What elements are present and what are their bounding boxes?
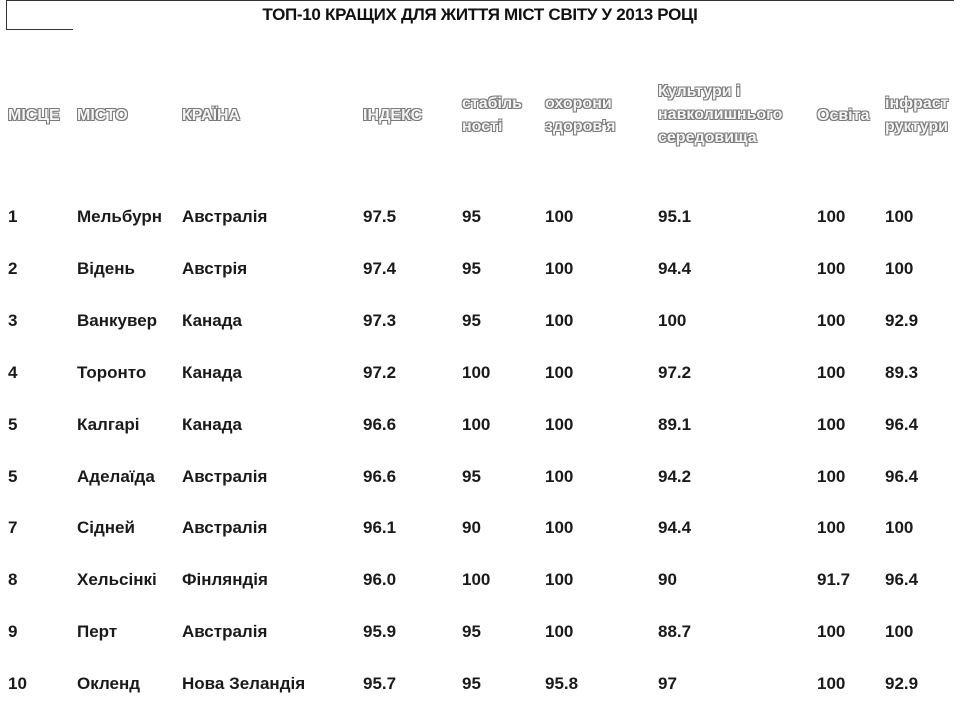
cell-country: Австралія bbox=[182, 467, 268, 486]
cell-culture: 100 bbox=[658, 311, 687, 330]
cell-city: Сідней bbox=[77, 518, 135, 537]
cell-education: 100 bbox=[817, 518, 846, 537]
cell-education: 100 bbox=[817, 674, 846, 693]
cell-stability: 95 bbox=[462, 259, 481, 278]
cell-index: 96.6 bbox=[363, 415, 397, 434]
cell-culture: 94.4 bbox=[658, 518, 692, 537]
cell-country: Австралія bbox=[182, 207, 268, 226]
header-stability: стабіль ності bbox=[462, 95, 522, 135]
cell-stability: 100 bbox=[462, 363, 491, 382]
cell-country: Австралія bbox=[182, 622, 268, 641]
cell-stability: 95 bbox=[462, 622, 481, 641]
header-city: МІСТО bbox=[77, 107, 128, 124]
header-place: МІСЦЕ bbox=[8, 107, 60, 124]
table-row bbox=[0, 518, 960, 548]
cell-education: 100 bbox=[817, 415, 846, 434]
cell-culture: 95.1 bbox=[658, 207, 692, 226]
header-culture: Культури і навколишнього середовища bbox=[658, 83, 783, 146]
cell-city: Торонто bbox=[77, 363, 147, 382]
cell-education: 100 bbox=[817, 622, 846, 641]
cell-index: 96.0 bbox=[363, 570, 397, 589]
cell-stability: 100 bbox=[462, 415, 491, 434]
cell-education: 100 bbox=[817, 207, 846, 226]
cell-infrastructure: 100 bbox=[885, 622, 914, 641]
cell-city: Ванкувер bbox=[77, 311, 158, 330]
cell-stability: 95 bbox=[462, 674, 481, 693]
cell-health: 100 bbox=[545, 415, 574, 434]
table-row bbox=[0, 311, 960, 341]
cell-country: Канада bbox=[182, 415, 243, 434]
cell-culture: 94.2 bbox=[658, 467, 692, 486]
page-title: ТОП-10 КРАЩИХ ДЛЯ ЖИТТЯ МІСТ СВІТУ У 2013 РОЦІ bbox=[262, 5, 698, 24]
cell-health: 100 bbox=[545, 518, 574, 537]
cell-culture: 97 bbox=[658, 674, 677, 693]
table-row bbox=[0, 622, 960, 652]
cell-infrastructure: 89.3 bbox=[885, 363, 919, 382]
cell-index: 96.6 bbox=[363, 467, 397, 486]
cell-education: 100 bbox=[817, 259, 846, 278]
cell-country: Австрія bbox=[182, 259, 248, 278]
title-divider bbox=[6, 29, 73, 30]
cell-health: 100 bbox=[545, 363, 574, 382]
header-index: ІНДЕКС bbox=[363, 107, 423, 124]
cell-place: 9 bbox=[8, 622, 18, 641]
cell-city: Окленд bbox=[77, 674, 141, 693]
cell-city: Відень bbox=[77, 259, 135, 278]
cell-country: Канада bbox=[182, 311, 243, 330]
cell-health: 100 bbox=[545, 467, 574, 486]
table-row bbox=[0, 467, 960, 497]
cell-culture: 90 bbox=[658, 570, 677, 589]
cell-health: 100 bbox=[545, 311, 574, 330]
header-infrastructure: інфраст руктури bbox=[885, 95, 949, 135]
cell-stability: 100 bbox=[462, 570, 491, 589]
cell-country: Австралія bbox=[182, 518, 268, 537]
cell-health: 100 bbox=[545, 622, 574, 641]
cell-city: Аделаїда bbox=[77, 467, 155, 486]
cell-culture: 88.7 bbox=[658, 622, 692, 641]
table-row bbox=[0, 674, 960, 704]
cell-stability: 95 bbox=[462, 467, 481, 486]
table-row bbox=[0, 570, 960, 600]
cell-country: Канада bbox=[182, 363, 243, 382]
cell-place: 2 bbox=[8, 259, 18, 278]
cell-city: Мельбурн bbox=[77, 207, 163, 226]
cell-place: 10 bbox=[8, 674, 27, 693]
cell-health: 100 bbox=[545, 207, 574, 226]
cell-index: 97.2 bbox=[363, 363, 397, 382]
header-health: охорони здоров'я bbox=[545, 95, 616, 135]
cell-index: 97.3 bbox=[363, 311, 397, 330]
cell-infrastructure: 96.4 bbox=[885, 570, 919, 589]
cell-health: 100 bbox=[545, 259, 574, 278]
cell-infrastructure: 92.9 bbox=[885, 674, 919, 693]
cell-infrastructure: 100 bbox=[885, 518, 914, 537]
cell-education: 100 bbox=[817, 311, 846, 330]
cell-index: 97.4 bbox=[363, 259, 397, 278]
header-country: КРАЇНА bbox=[182, 107, 241, 124]
cell-culture: 94.4 bbox=[658, 259, 692, 278]
cell-place: 3 bbox=[8, 311, 18, 330]
cell-city: Хельсінкі bbox=[77, 570, 157, 589]
cell-city: Калгарі bbox=[77, 415, 140, 434]
cell-infrastructure: 96.4 bbox=[885, 467, 919, 486]
cell-education: 91.7 bbox=[817, 570, 851, 589]
cell-stability: 95 bbox=[462, 311, 481, 330]
cell-place: 5 bbox=[8, 415, 18, 434]
cell-index: 97.5 bbox=[363, 207, 397, 226]
cell-index: 96.1 bbox=[363, 518, 397, 537]
header-education: Освіта bbox=[817, 107, 870, 124]
table-row bbox=[0, 363, 960, 393]
cell-education: 100 bbox=[817, 467, 846, 486]
cell-infrastructure: 100 bbox=[885, 259, 914, 278]
cell-place: 5 bbox=[8, 467, 18, 486]
cell-stability: 95 bbox=[462, 207, 481, 226]
cell-place: 4 bbox=[8, 363, 18, 382]
table-row bbox=[0, 259, 960, 289]
cell-city: Перт bbox=[77, 622, 118, 641]
cell-place: 1 bbox=[8, 207, 18, 226]
cell-country: Фінляндія bbox=[182, 570, 268, 589]
cell-infrastructure: 92.9 bbox=[885, 311, 919, 330]
table-row bbox=[0, 207, 960, 237]
cell-place: 7 bbox=[8, 518, 18, 537]
cell-index: 95.7 bbox=[363, 674, 397, 693]
cell-index: 95.9 bbox=[363, 622, 397, 641]
cell-country: Нова Зеландія bbox=[182, 674, 306, 693]
cell-stability: 90 bbox=[462, 518, 481, 537]
cell-place: 8 bbox=[8, 570, 18, 589]
cell-health: 100 bbox=[545, 570, 574, 589]
cell-infrastructure: 96.4 bbox=[885, 415, 919, 434]
cell-culture: 89.1 bbox=[658, 415, 692, 434]
table-row bbox=[0, 415, 960, 445]
cell-health: 95.8 bbox=[545, 674, 579, 693]
cell-infrastructure: 100 bbox=[885, 207, 914, 226]
cell-education: 100 bbox=[817, 363, 846, 382]
cell-culture: 97.2 bbox=[658, 363, 692, 382]
